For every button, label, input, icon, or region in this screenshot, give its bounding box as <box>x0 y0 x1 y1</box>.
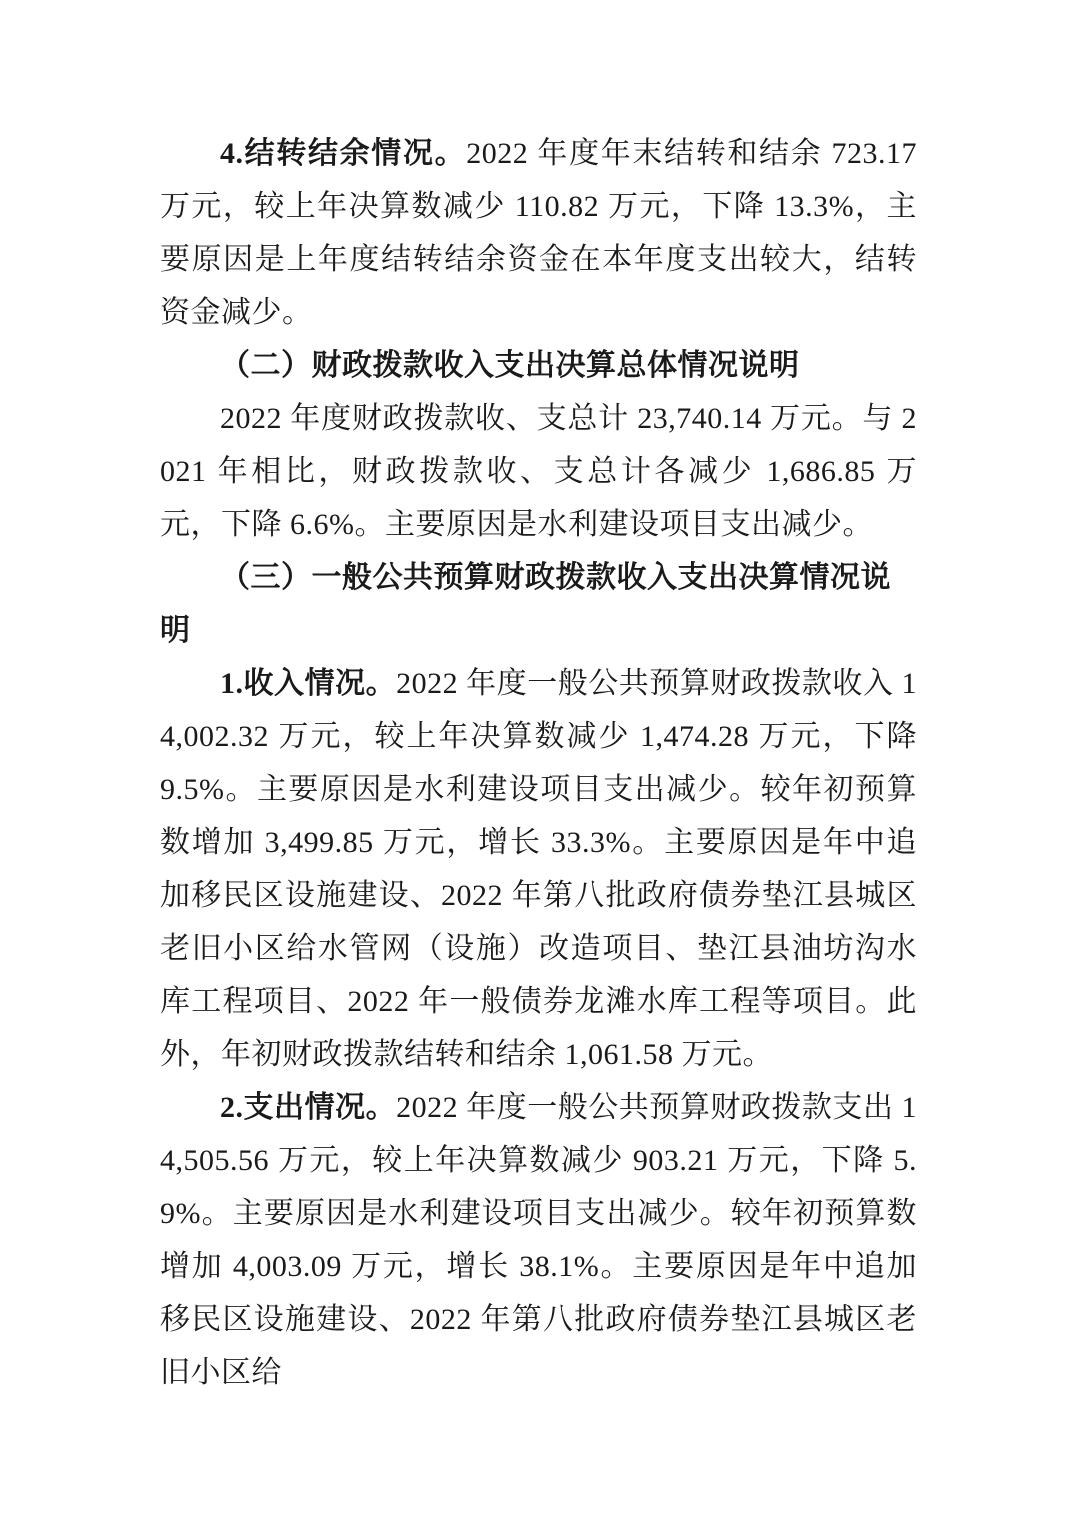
section-heading-general-public-budget <box>160 551 917 657</box>
paragraph-carryover-balance <box>160 127 917 339</box>
heading-text: （二）财政拨款收入支出决算总体情况说明 <box>220 349 800 382</box>
paragraph-fiscal-appropriation-total <box>160 392 917 551</box>
paragraph-text: 2022 年度一般公共预算财政拨款支出 14,505.56 万元，较上年决算数减少 903.21 万元，下降 5.9%。主要原因是水利建设项目支出减少。较年初预算数增加 4,003.09 万元，增长 38.1%。主要原因是年中追加移民区设施建设、2022 年第八批政府债券垫江县城区老旧小区给 <box>160 1091 918 1389</box>
paragraph-text: 2022 年度财政拨款收、支总计 23,740.14 万元。与 2021 年相比，财政拨款收、支总计各减少 1,686.85 万元，下降 6.6%。主要原因是水利建设项目支出减少。 <box>160 402 917 541</box>
paragraph-lead: 2.支出情况。 <box>220 1091 397 1124</box>
section-heading-fiscal-appropriation-overview <box>160 339 917 392</box>
paragraph-lead: 4.结转结余情况。 <box>220 137 467 170</box>
paragraph-lead: 1.收入情况。 <box>220 667 397 700</box>
paragraph-text: 2022 年度年末结转和结余 723.17 万元，较上年决算数减少 110.82 万元，下降 13.3%，主要原因是上年度结转结余资金在本年度支出较大，结转资金减少。 <box>160 137 918 329</box>
paragraph-expenditure-situation <box>160 1081 917 1399</box>
paragraph-income-situation <box>160 657 917 1081</box>
paragraph-text: 2022 年度一般公共预算财政拨款收入 14,002.32 万元，较上年决算数减少 1,474.28 万元，下降 9.5%。主要原因是水利建设项目支出减少。较年初预算数增加 3,499.85 万元，增长 33.3%。主要原因是年中追加移民区设施建设、2022 年第八批政府债券垫江县城区老旧小区给水管网（设施）改造项目、垫江县油坊沟水库工程项目、2022 年一般债券龙滩水库工程等项目。此外，年初财政拨款结转和结余 1,061.58 万元。 <box>160 667 918 1071</box>
heading-text: （三）一般公共预算财政拨款收入支出决算情况说明 <box>160 561 891 647</box>
